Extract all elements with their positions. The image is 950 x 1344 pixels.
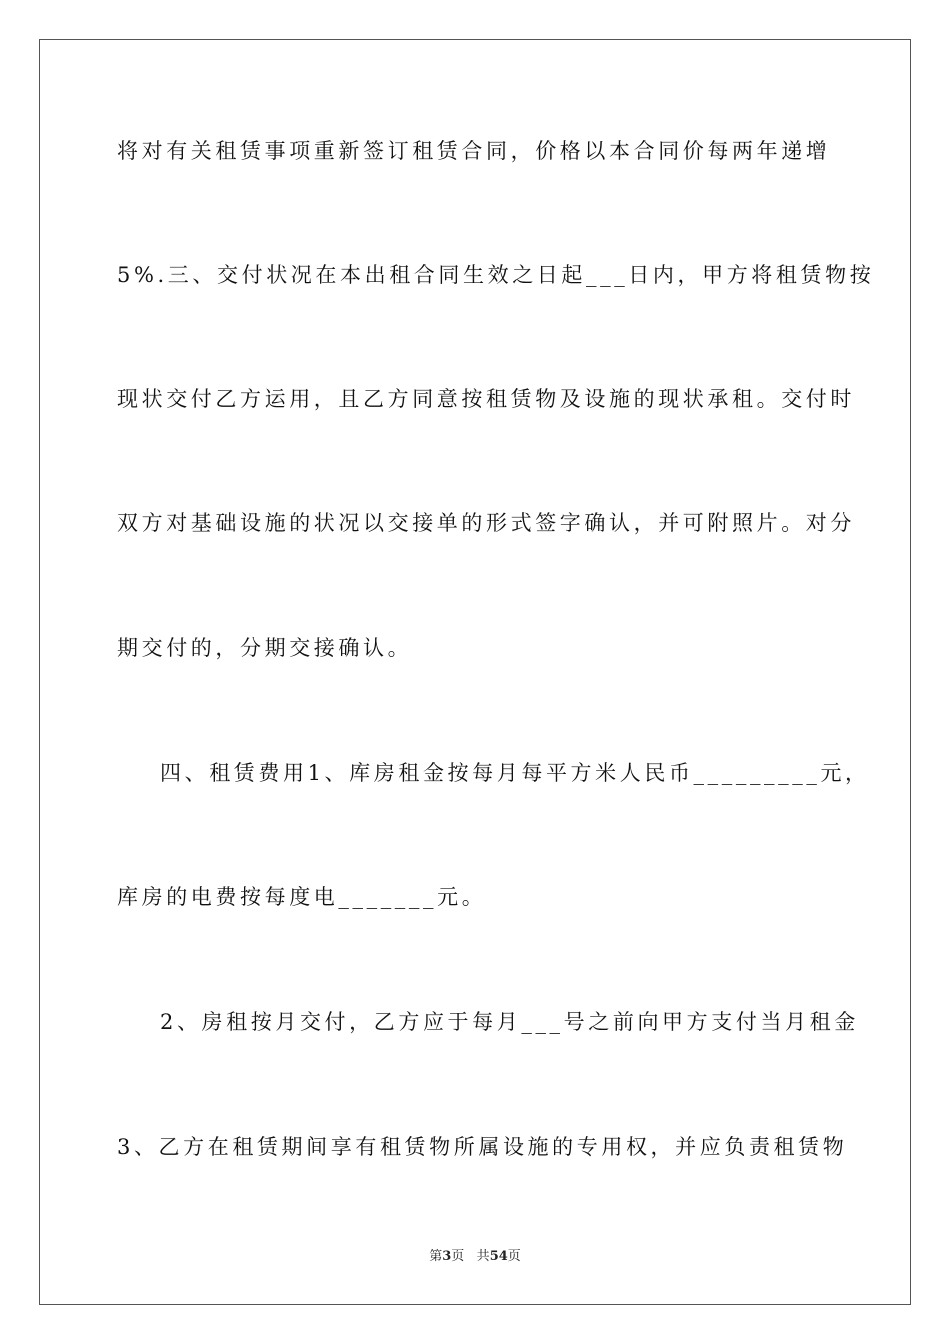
total-suffix: 页 [507,1249,521,1264]
page-prefix: 第 [429,1249,443,1264]
text-line-9: 3、乙方在租赁期间享有租赁物所属设施的专用权，并应负责租赁物 [117,1135,848,1159]
page-suffix: 页 [451,1249,465,1264]
text-line-7: 库房的电费按每度电_______元。 [117,885,487,909]
total-pages: 54 [489,1249,508,1264]
text-line-5: 期交付的，分期交接确认。 [117,636,413,660]
text-line-6: 四、租赁费用1、库房租金按每月每平方米人民币_________元， [160,761,870,785]
text-line-8: 2、房租按月交付，乙方应于每月___号之前向甲方支付当月租金 [160,1010,859,1034]
text-line-4: 双方对基础设施的状况以交接单的形式签字确认，并可附照片。对分 [117,511,855,535]
page-number: 3 [442,1249,452,1264]
page-border [39,39,911,1305]
total-prefix: 共 [476,1249,490,1264]
text-line-2: 5%.三、交付状况在本出租合同生效之日起___日内，甲方将租赁物按 [117,263,875,287]
text-line-3: 现状交付乙方运用，且乙方同意按租赁物及设施的现状承租。交付时 [117,387,855,411]
text-line-1: 将对有关租赁事项重新签订租赁合同，价格以本合同价每两年递增 [117,139,831,163]
page-footer [0,1248,950,1266]
